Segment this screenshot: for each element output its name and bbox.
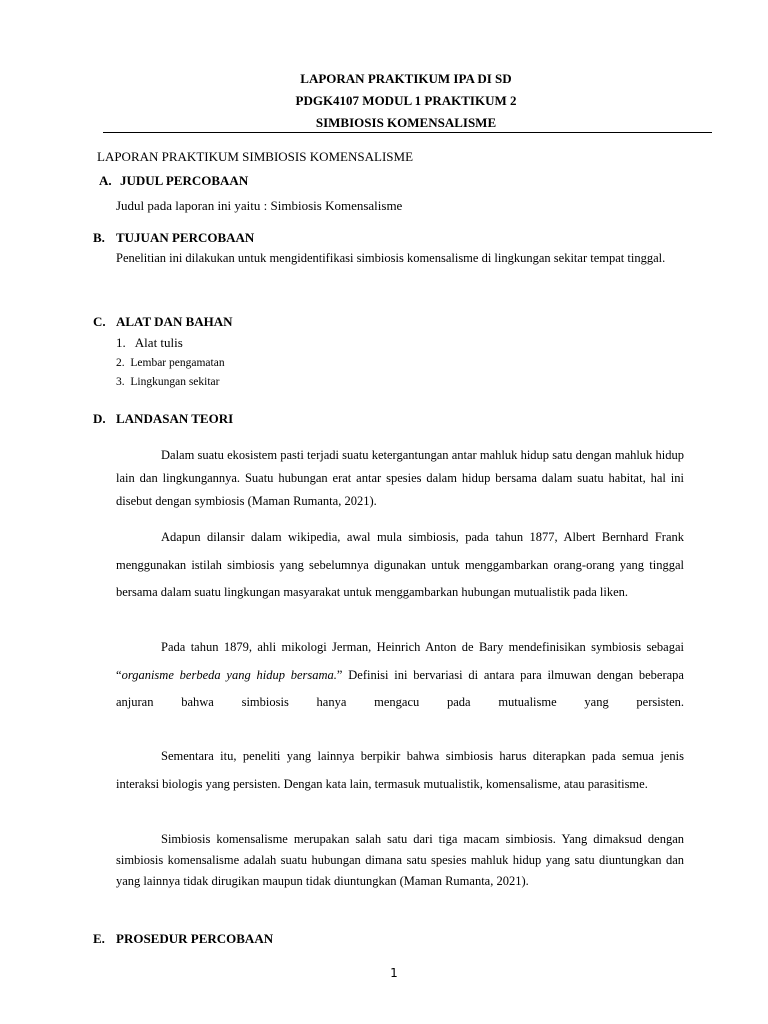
section-d-marker: D.: [93, 411, 106, 426]
theory-paragraph-3-quote: organisme berbeda yang hidup bersama.: [121, 667, 337, 682]
header-line-2: PDGK4107 MODUL 1 PRAKTIKUM 2: [295, 93, 517, 108]
theory-paragraph-5: Simbiosis komensalisme merupakan salah satu dari tiga macam simbiosis. Yang dimaksud dengan simbiosis komensalisme adalah suatu hubungan dimana satu spesies mahluk hidup yang satu diuntungkan dan yang lainnya tidak dirugikan maupun tidak diuntungkan (Maman Rumanta, 2021).: [116, 832, 684, 888]
section-b-marker: B.: [93, 230, 105, 245]
list-item-number: 3.: [116, 376, 125, 388]
list-item-label: Lembar pengamatan: [130, 357, 225, 369]
list-item: [116, 333, 183, 353]
list-item-label: Alat tulis: [134, 335, 183, 350]
header-line-1: LAPORAN PRAKTIKUM IPA DI SD: [300, 71, 512, 86]
theory-paragraph-3-end: ” Definisi ini bervariasi di antara para ilmuwan dengan beberapa anjuran bahwa simbiosis hanya mengacu pada mutualisme yang persisten.: [116, 667, 684, 709]
section-a-heading: JUDUL PERCOBAAN: [120, 173, 249, 188]
theory-paragraph-1: Dalam suatu ekosistem pasti terjadi suatu ketergantungan antar mahluk hidup satu dengan mahluk hidup lain dan lingkungannya. Suatu hubungan erat antar spesies dalam hidup bersama dalam suatu habitat, hal ini disebut dengan symbiosis (Maman Rumanta, 2021).: [116, 448, 684, 508]
section-a-marker: A.: [99, 173, 112, 188]
section-c-heading: ALAT DAN BAHAN: [116, 314, 233, 329]
theory-paragraph-3: [116, 634, 684, 717]
report-title: LAPORAN PRAKTIKUM SIMBIOSIS KOMENSALISME: [97, 149, 414, 164]
list-item-number: 1.: [116, 335, 126, 350]
section-a-text: Judul pada laporan ini yaitu : Simbiosis Komensalisme: [116, 198, 403, 213]
theory-paragraph-4: Sementara itu, peneliti yang lainnya berpikir bahwa simbiosis harus diterapkan pada semua jenis interaksi biologis yang persisten. Dengan kata lain, termasuk mutualistik, komensalisme, atau parasitisme.: [116, 749, 684, 791]
theory-paragraph-2: Adapun dilansir dalam wikipedia, awal mula simbiosis, pada tahun 1877, Albert Bernhard Frank menggunakan istilah simbiosis yang sebelumnya digunakan untuk menggambarkan orang-orang yang tinggal bersama dalam suatu lingkungan masyarakat untuk menggambarkan hubungan mutualistik pada liken.: [116, 530, 684, 599]
header-line-3: SIMBIOSIS KOMENSALISME: [315, 115, 497, 130]
list-item: [116, 372, 219, 392]
header-divider: [103, 132, 712, 133]
list-item: [116, 353, 225, 373]
section-e-marker: E.: [93, 931, 105, 946]
list-item-label: Lingkungan sekitar: [130, 376, 220, 388]
section-c-marker: C.: [93, 314, 106, 329]
section-b-heading: TUJUAN PERCOBAAN: [116, 230, 255, 245]
theory-paragraph-3-start: Pada tahun 1879, ahli mikologi Jerman, Heinrich Anton de Bary mendefinisikan symbiosis sebagai “: [116, 640, 684, 682]
section-b-text: Penelitian ini dilakukan untuk mengidentifikasi simbiosis komensalisme di lingkungan sekitar tempat tinggal.: [116, 251, 666, 265]
document-header: [0, 68, 768, 134]
list-item-number: 2.: [116, 357, 125, 369]
page-number: 1: [390, 966, 398, 980]
section-d-heading: LANDASAN TEORI: [116, 411, 234, 426]
section-e-heading: PROSEDUR PERCOBAAN: [116, 931, 274, 946]
